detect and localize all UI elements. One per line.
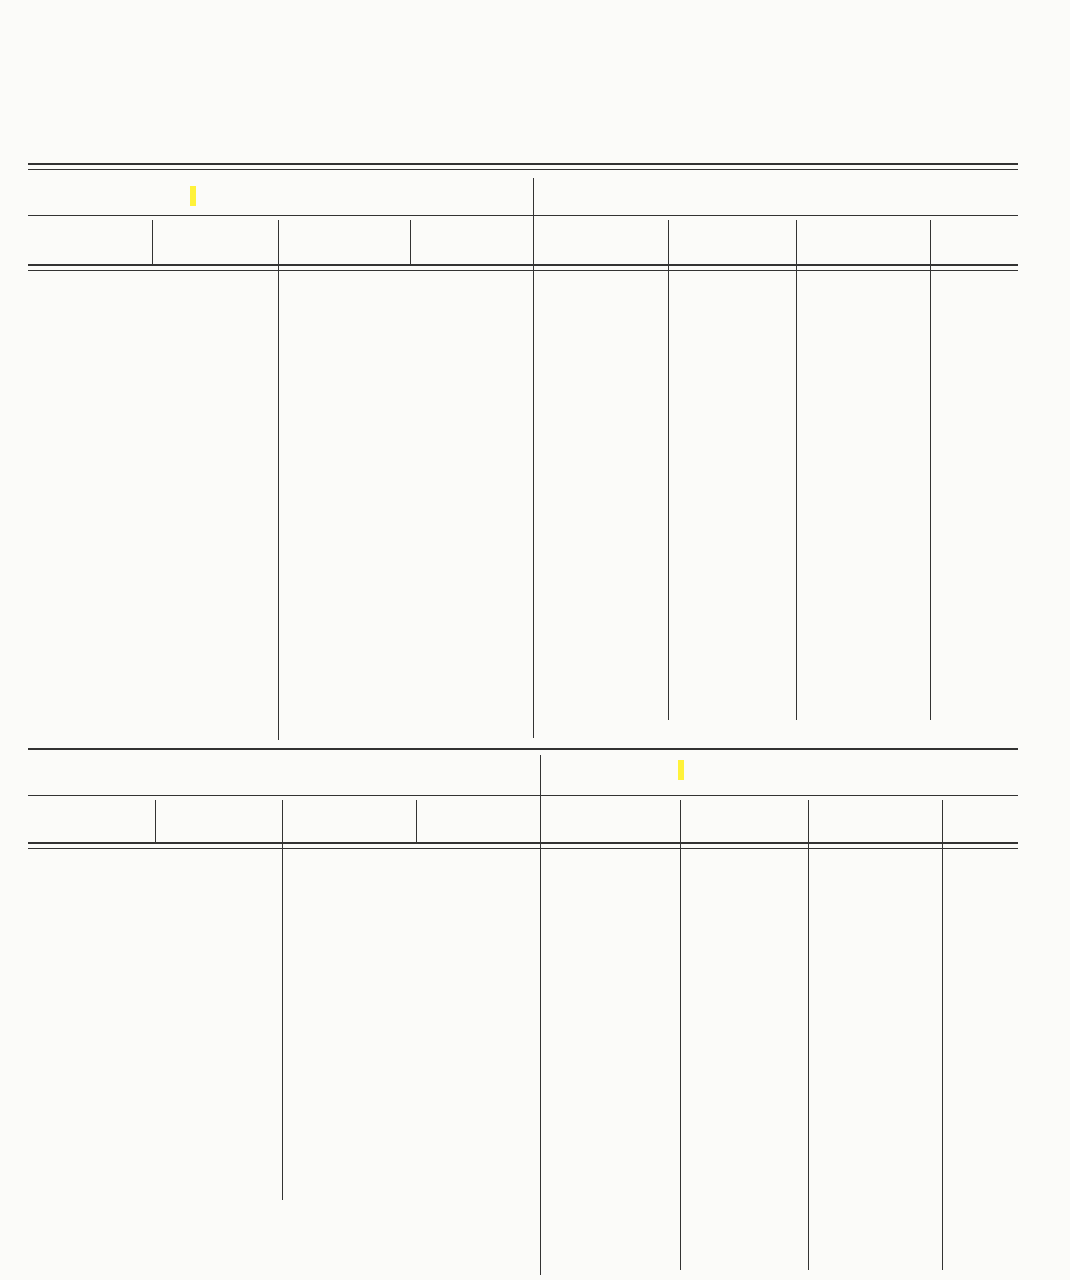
column-divider bbox=[155, 800, 156, 842]
bottom-header-rule bbox=[28, 842, 1018, 844]
column-divider bbox=[416, 800, 417, 842]
column-divider bbox=[930, 220, 931, 720]
section-title-motocicletas bbox=[678, 760, 684, 780]
top-rule bbox=[28, 163, 1018, 165]
column-divider bbox=[533, 178, 534, 738]
middle-rule bbox=[28, 748, 1018, 750]
column-divider bbox=[808, 800, 809, 1270]
bottom-section-title-rule bbox=[28, 795, 1018, 796]
top-rule-thin bbox=[28, 169, 1018, 170]
bottom-header-rule-thin bbox=[28, 848, 1018, 849]
column-divider bbox=[668, 220, 669, 720]
column-divider bbox=[152, 220, 153, 264]
header-rule bbox=[28, 264, 1018, 266]
section-title-rule-top bbox=[28, 215, 1018, 216]
column-divider bbox=[942, 800, 943, 1270]
column-divider bbox=[410, 220, 411, 264]
column-divider bbox=[282, 800, 283, 1200]
column-divider bbox=[540, 755, 541, 1275]
header-rule-thin bbox=[28, 270, 1018, 271]
column-divider bbox=[796, 220, 797, 720]
column-divider bbox=[680, 800, 681, 1270]
column-divider bbox=[278, 220, 279, 740]
section-title-automoveis bbox=[190, 186, 196, 206]
